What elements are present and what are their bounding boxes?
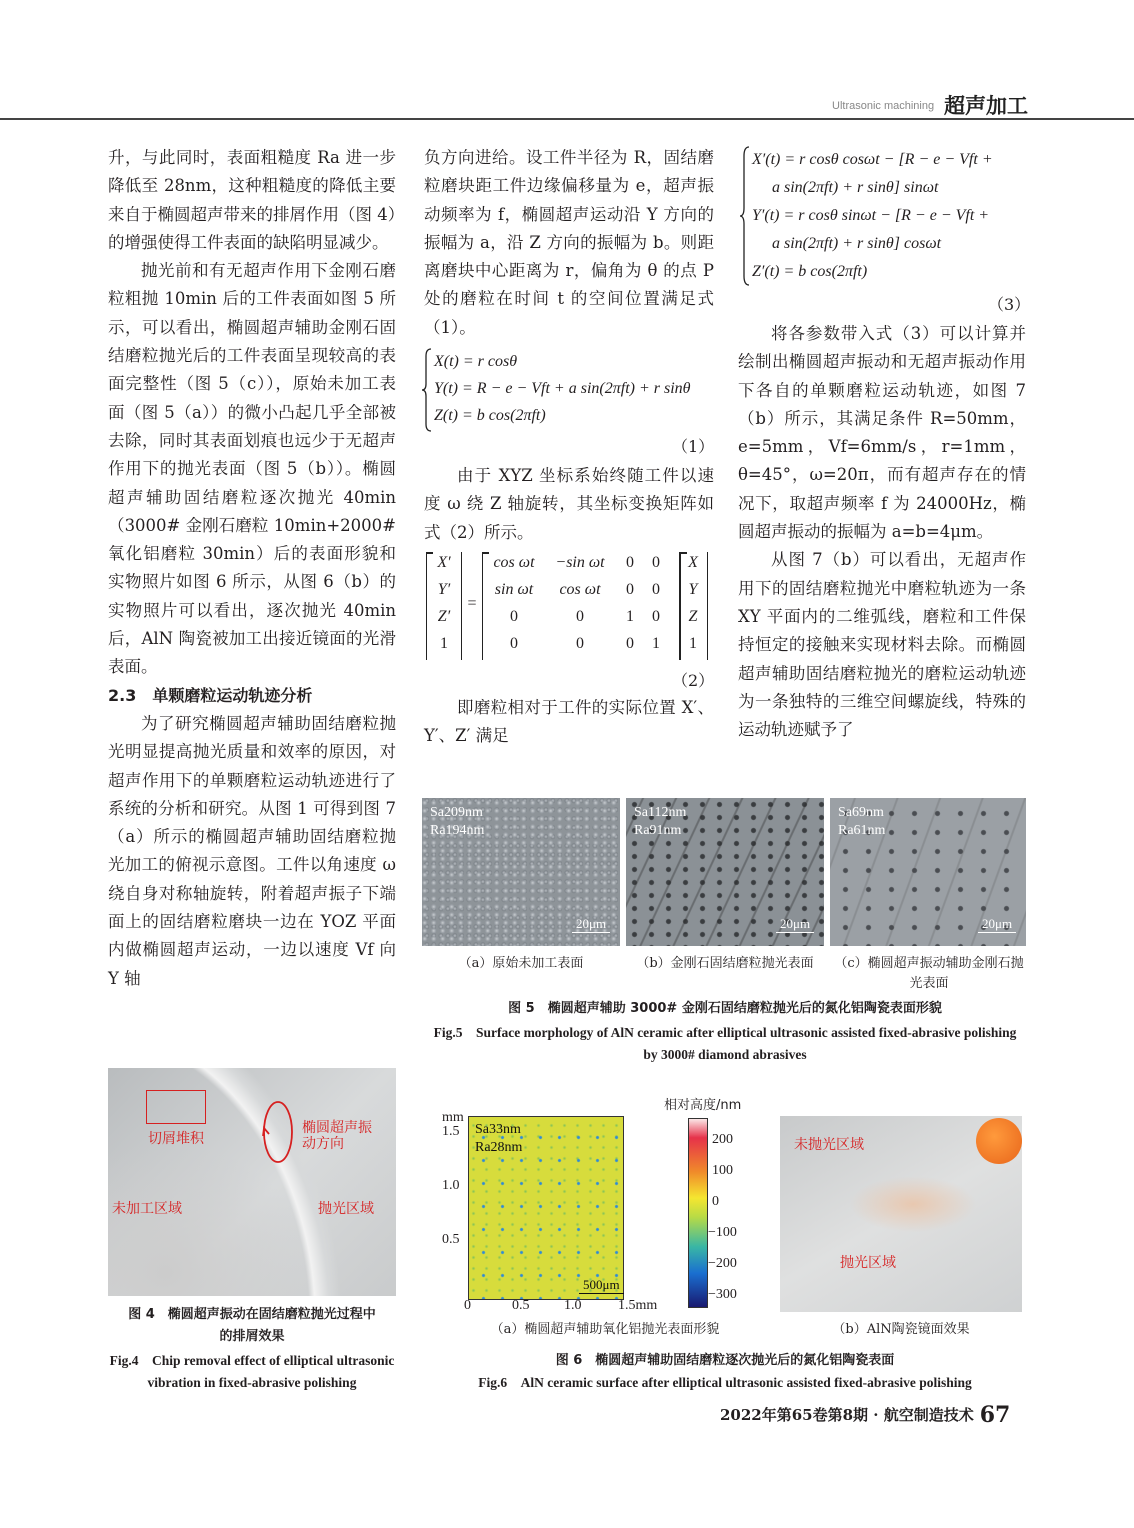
equation-number: （3） [988,295,1031,314]
equation-number: （1） [672,437,715,456]
paragraph: 从图 7（b）可以看出，无超声作用下的固结磨粒抛光中磨粒轨迹为一条 XY 平面内的二维弧线，磨粒和工件保持恒定的接触来实现材料去除。而椭圆超声辅助固结磨粒抛光的磨粒运动轨迹为一条独特的三维空间螺旋线，特殊的运动轨迹赋予了 [738,550,1026,740]
matrix-cell: cos ωt [493,554,535,571]
unmachined-label: 未加工区域 [112,1201,182,1217]
matrix-cell: 0 [652,554,660,571]
equation-line: Y(t) = R − e − Vft + a sin(2πft) + r sinθ [434,380,691,397]
colorbar-tick: 0 [712,1194,719,1209]
equation-line: Z(t) = b cos(2πft) [434,407,546,424]
matrix-cell: 0 [576,635,584,652]
colorbar-tick: −100 [708,1225,737,1240]
equation-line: a sin(2πft) + r sinθ] cosωt [772,235,942,252]
matrix-cell: Y′ [437,581,451,598]
paragraph: 为了研究椭圆超声辅助固结磨粒抛光明显提高抛光质量和效率的原因，对超声作用下的单颗磨粒运动轨迹进行了系统的分析和研究。从图 1 可得到图 7（a）所示的椭圆超声辅助固结磨粒抛光加工的俯视示意图。工件以角速度 ω 绕自身对称轴旋转，附着超声振子下端面上的固结磨粒磨块一边在 YOZ 平面内做椭圆超声运动，一边以速度 Vf 向 Y 轴 [108,713,396,988]
colorbar-title: 相对高度/nm [664,1098,742,1113]
paragraph: 由于 XYZ 坐标系始终随工件以速度 ω 绕 Z 轴旋转，其坐标变换矩阵如式（2）所示。 [424,466,714,542]
fig6-caption-b: （b）AlN陶瓷镜面效果 [832,1322,970,1337]
matrix-cell: 0 [626,554,634,571]
x-tick: 0.5 [512,1298,530,1313]
paragraph: 负方向进给。设工件半径为 R，固结磨粒磨块距工件边缘偏移量为 e，超声振动频率为 f，椭圆超声运动沿 Y 方向的振幅为 a，沿 Z 方向的振幅为 b。则距离磨块中心距离为 r，偏角为 θ 的点 P 处的磨粒在时间 t 的空间位置满足式（1）。 [424,148,714,337]
polished-label: 抛光区域 [840,1255,896,1271]
equation-line: X′(t) = r cosθ cosωt − [R − e − Vft + [752,151,993,168]
equation-2 [424,550,714,662]
ra-label: Ra28nm [475,1140,523,1155]
matrix-cell: 1 [689,635,697,652]
matrix-cell: 0 [626,581,634,598]
equals-sign: = [467,595,477,612]
polished-label: 抛光区域 [318,1201,374,1217]
matrix-cell: cos ωt [559,581,601,598]
ra-label: Ra91nm [634,823,682,838]
column-2-bottom [424,694,714,751]
equation-line: a sin(2πft) + r sinθ] sinωt [772,179,939,196]
matrix-cell: 0 [626,635,634,652]
matrix-cell: −sin ωt [555,554,605,571]
sa-label: Sa112nm [634,805,687,820]
brace [422,348,432,432]
page-footer [720,1402,1010,1428]
matrix-cell: 0 [510,608,518,625]
ra-label: Ra194nm [430,823,485,838]
equation-line: Y′(t) = r cosθ sinωt − [R − e − Vft + [752,207,990,224]
unpolished-label: 未抛光区域 [794,1137,864,1153]
sa-label: Sa209nm [430,805,483,820]
brace [740,146,750,286]
scale-bar: 20μm [776,916,814,933]
matrix-cell: 1 [440,635,448,652]
matrix-cell: 0 [576,608,584,625]
y-tick: 0.5 [442,1232,460,1247]
matrix-cell: Z [688,608,698,625]
chip-box [146,1090,206,1124]
fig6-photo [780,1116,1022,1312]
equation-number: （2） [672,671,715,690]
colorbar-tick: 100 [712,1163,733,1178]
tool-tip [976,1118,1022,1164]
column-2-top [424,144,714,342]
y-tick: 1.0 [442,1178,460,1193]
fig5-title-cn: 图 5 椭圆超声辅助 3000# 金刚石固结磨粒抛光后的氮化铝陶瓷表面形貌 [508,1001,942,1016]
matrix-cell: 0 [652,608,660,625]
scale-bar: 20μm [978,916,1016,933]
equation-line: X(t) = r cosθ [434,353,518,370]
fig4-title-cn: 图 4 椭圆超声振动在固结磨粒抛光过程中的排屑效果 [128,1307,376,1344]
fig5-panel-a [422,798,620,946]
x-tick: 1.5mm [618,1298,658,1313]
journal-name-cn: 超声加工 [944,94,1028,118]
fig4-photo [108,1068,396,1296]
y-tick: 1.5 [442,1124,460,1139]
x-tick: 1.0 [564,1298,582,1313]
matrix-cell: sin ωt [494,581,534,598]
column-2-mid [424,462,714,547]
matrix-cell: Z′ [437,608,451,625]
matrix-cell: 0 [652,581,660,598]
matrix-cell: X′ [437,554,451,571]
matrix-cell: 0 [510,635,518,652]
paragraph: 抛光前和有无超声作用下金刚石磨粒粗抛 10min 后的工件表面如图 5 所示，可以看出，椭圆超声辅助金刚石固结磨粒抛光后的工件表面呈现较高的表面完整性（图 5（c）），原始未加工表面（图 5（a））的微小凸起几乎全部被去除，同时其表面划痕也远少于无超声作用下的抛光表面（图 5（b））。椭圆超声辅助固结磨粒逐次抛光 40min（3000# 金刚石磨粒 10min+2000# 氧化铝磨粒 30min）后的表面形貌和实物照片如图 6 所示，从图 6（b）的实物照片可以看出，逐次抛光 40min 后，AlN 陶瓷被加工出接近镜面的光滑表面。 [108,261,396,677]
fig6-caption-a: （a）椭圆超声辅助氧化铝抛光表面形貌 [490,1322,720,1337]
scale-bar: 500μm [579,1277,624,1294]
sa-label: Sa69nm [838,805,884,820]
height-map [468,1116,624,1300]
page-number: 67 [979,1402,1011,1428]
chip-label: 切屑堆积 [148,1131,204,1147]
equation-line: Z′(t) = b cos(2πft) [752,263,868,280]
journal-name-en: Ultrasonic machining [832,100,935,112]
column-1 [108,144,396,993]
ra-label: Ra61nm [838,823,886,838]
fig4-title-en: Fig.4 Chip removal effect of elliptical ultrasonic vibration in fixed-abrasive polishing [109,1353,395,1390]
sa-label: Sa33nm [475,1122,521,1137]
fig5-panel-c [830,798,1026,946]
paragraph: 将各参数带入式（3）可以计算并绘制出椭圆超声振动和无超声振动作用下各自的单颗磨粒运动轨迹，如图 7（b）所示，其满足条件 R=50mm，e=5mm，Vf=6mm/s，r=1mm，θ=45°，ω=20π，而有超声存在的情况下，取超声频率 f 为 24000Hz，椭圆超声振动的振幅为 a=b=4μm。 [738,324,1026,542]
colorbar-tick: 200 [712,1132,733,1147]
header-rule [0,118,1134,120]
matrix-cell: 1 [626,608,634,625]
section-heading: 2.3 单颗磨粒运动轨迹分析 [108,685,313,705]
colorbar-tick: −300 [708,1287,737,1302]
fig5-caption-c: （c）椭圆超声振动辅助金刚石抛光表面 [834,956,1024,991]
fig5-caption-a: （a）原始未加工表面 [458,956,584,971]
matrix-cell: X [688,554,698,571]
vibration-direction-icon [260,1098,300,1168]
fig5-title-en: Fig.5 Surface morphology of AlN ceramic after elliptical ultrasonic assisted fixed-abrasive polishing by 3000# diamond abrasives [433,1025,1017,1062]
direction-label: 椭圆超声振动方向 [302,1120,372,1152]
matrix-cell: 1 [652,635,660,652]
colorbar-tick: −200 [708,1256,737,1271]
fig6-map [430,1096,750,1326]
x-tick: 0 [464,1298,471,1313]
fig6-title-en: Fig.6 AlN ceramic surface after elliptical ultrasonic assisted fixed-abrasive polishing [478,1375,972,1390]
matrix-cell: Y [688,581,698,598]
paragraph: 即磨粒相对于工件的实际位置 X′、Y′、Z′ 满足 [424,698,714,746]
y-axis-unit: mm [442,1110,464,1125]
paragraph: 升，与此同时，表面粗糙度 Ra 进一步降低至 28nm，这种粗糙度的降低主要来自于椭圆超声带来的排屑作用（图 4）的增强使得工件表面的缺陷明显减少。 [108,148,396,252]
fig5-caption-b: （b）金刚石固结磨粒抛光表面 [636,956,814,971]
column-3 [738,320,1026,744]
fig5-panel-b [626,798,824,946]
issue-info: 2022年第65卷第8期 · 航空制造技术 [720,1406,974,1424]
scale-bar: 20μm [572,916,610,933]
colorbar [688,1118,708,1308]
fig6-title-cn: 图 6 椭圆超声辅助固结磨粒逐次抛光后的氮化铝陶瓷表面 [555,1353,895,1368]
